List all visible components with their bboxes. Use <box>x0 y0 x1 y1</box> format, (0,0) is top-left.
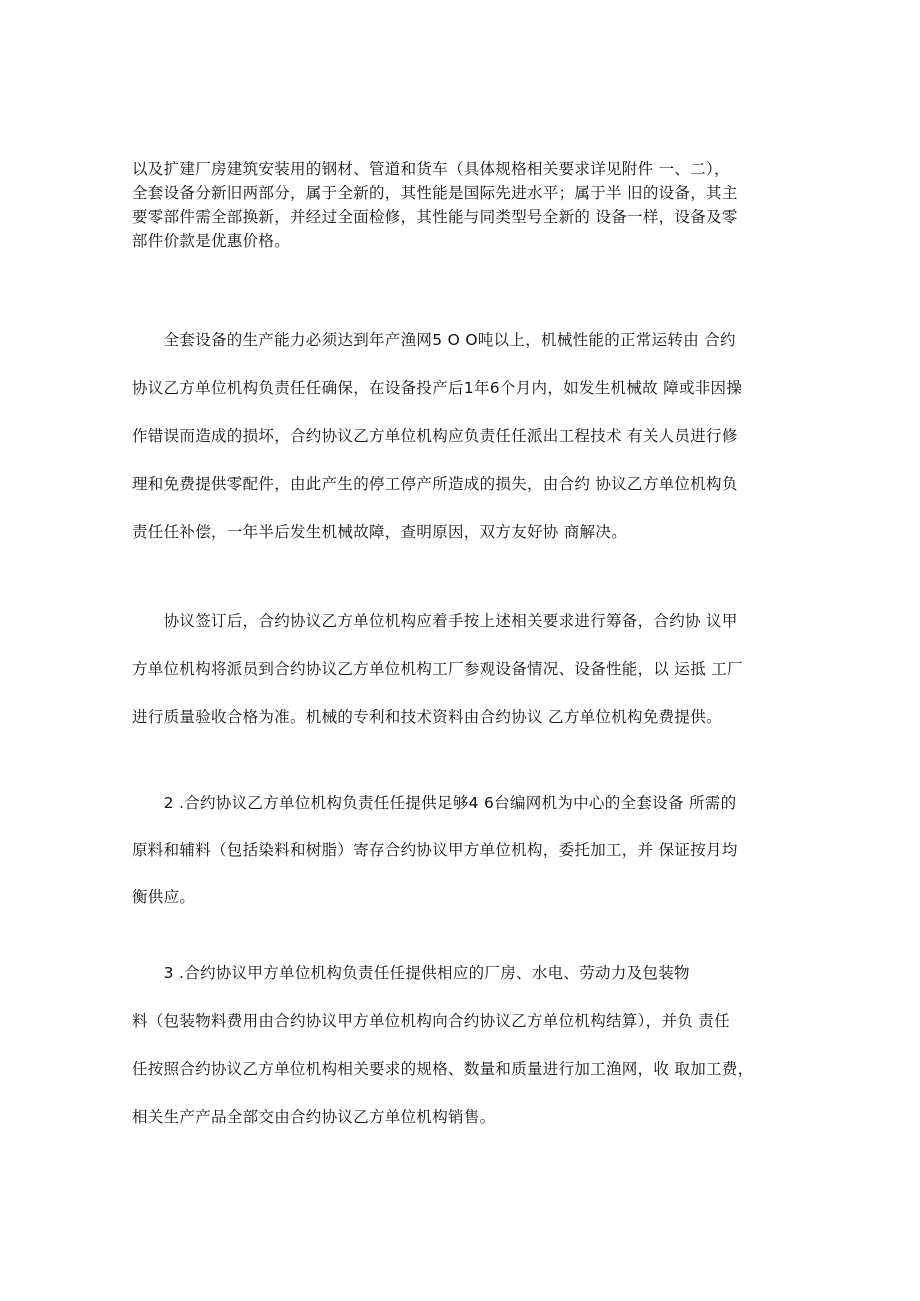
text-line: 责任任补偿，一年半后发生机械故障，查明原因，双方友好协 商解决。 <box>132 523 628 541</box>
text-line: 部件价款是优惠价格。 <box>132 232 291 250</box>
paragraph-equipment-scope <box>132 157 792 253</box>
text-line: 全套设备分新旧两部分，属于全新的，其性能是国际先进水平；属于半 旧的设备，其主 <box>132 184 738 202</box>
text-line: 协议乙方单位机构负责任任确保，在设备投产后1年6个月内，如发生机械故 障或非因操 <box>132 379 743 397</box>
text-line: 理和免费提供零配件，由此产生的停工停产所造成的损失，由合约 协议乙方单位机构负 <box>132 475 738 493</box>
text-line: 全套设备的生产能力必须达到年产渔网5 O O吨以上，机械性能的正常运转由 合约 <box>132 331 736 349</box>
paragraph-clause-3 <box>132 949 792 1141</box>
text-line: 进行质量验收合格为准。机械的专利和技术资料由合约协议 乙方单位机构免费提供。 <box>132 708 722 726</box>
text-line: 3 .合约协议甲方单位机构负责任任提供相应的厂房、水电、劳动力及包装物 <box>132 964 690 982</box>
paragraph-after-signing <box>132 597 792 741</box>
text-line: 相关生产产品全部交由合约协议乙方单位机构销售。 <box>132 1108 496 1126</box>
paragraph-production-capacity <box>132 316 792 556</box>
text-line: 作错误而造成的损坏，合约协议乙方单位机构应负责任任派出工程技术 有关人员进行修 <box>132 427 738 445</box>
text-line: 原料和辅料（包括染料和树脂）寄存合约协议甲方单位机构，委托加工，并 保证按月均 <box>132 841 738 859</box>
paragraph-clause-2 <box>132 780 792 921</box>
text-line: 衡供应。 <box>132 888 196 906</box>
text-line: 协议签订后，合约协议乙方单位机构应着手按上述相关要求进行筹备，合约协 议甲 <box>132 612 738 630</box>
text-line: 料（包装物料费用由合约协议甲方单位机构向合约协议乙方单位机构结算），并负 责任 <box>132 1012 730 1030</box>
text-line: 以及扩建厂房建筑安装用的钢材、管道和货车（具体规格相关要求详见附件 一、二）， <box>132 160 730 178</box>
text-line: 方单位机构将派员到合约协议乙方单位机构工厂参观设备情况、设备性能，以 运抵 工厂 <box>132 660 743 678</box>
text-line: 要零部件需全部换新，并经过全面检修，其性能与同类型号全新的 设备一样，设备及零 <box>132 208 738 226</box>
text-line: 2 .合约协议乙方单位机构负责任任提供足够4 6台编网机为中心的全套设备 所需的 <box>132 794 737 812</box>
text-line: 任按照合约协议乙方单位机构相关要求的规格、数量和质量进行加工渔网，收 取加工费， <box>132 1060 754 1078</box>
